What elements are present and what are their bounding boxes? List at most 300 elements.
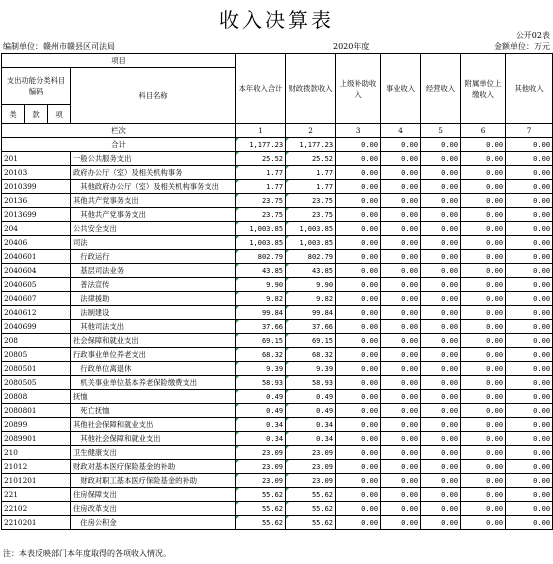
footnote: 注：本表反映部门本年度取得的各项收入情况。 — [3, 549, 171, 558]
amount-cell: 0.00 — [461, 264, 506, 278]
total-label: 合计 — [2, 138, 236, 152]
fiscal-year: 2020年度 — [333, 42, 370, 51]
amount-cell: 0.00 — [461, 474, 506, 488]
amount-cell: 0.00 — [506, 292, 553, 306]
amount-cell: 0.00 — [461, 236, 506, 250]
amount-cell: 9.39 — [286, 362, 336, 376]
amount-cell: 68.32 — [236, 348, 286, 362]
function-code: 20406 — [2, 236, 71, 250]
function-code: 2040607 — [2, 292, 71, 306]
amount-cell: 0.00 — [381, 152, 421, 166]
amount-cell: 0.00 — [461, 376, 506, 390]
amount-cell: 0.49 — [286, 390, 336, 404]
currency-unit: 金额单位：万元 — [494, 42, 550, 51]
amount-cell: 0.00 — [381, 516, 421, 530]
amount-cell: 0.00 — [381, 166, 421, 180]
header-col-4: 事业收入 — [381, 54, 421, 124]
amount-cell: 0.00 — [381, 390, 421, 404]
table-row — [2, 250, 553, 264]
amount-cell: 0.00 — [421, 474, 461, 488]
amount-cell: 43.85 — [236, 264, 286, 278]
function-code: 20808 — [2, 390, 71, 404]
amount-cell: 0.00 — [421, 334, 461, 348]
subject-name: 死亡抚恤 — [71, 404, 236, 418]
table-row — [2, 306, 553, 320]
total-cell: 0.00 — [461, 138, 506, 152]
table-row — [2, 236, 553, 250]
function-code: 221 — [2, 488, 71, 502]
amount-cell: 0.00 — [506, 460, 553, 474]
col-number: 6 — [461, 124, 506, 138]
header-col-6: 附属单位上缴收入 — [461, 54, 506, 124]
amount-cell: 0.00 — [336, 404, 381, 418]
amount-cell: 0.00 — [421, 362, 461, 376]
amount-cell: 0.00 — [381, 474, 421, 488]
function-code: 2101201 — [2, 474, 71, 488]
amount-cell: 0.00 — [381, 488, 421, 502]
amount-cell: 1.77 — [286, 166, 336, 180]
function-code: 2210201 — [2, 516, 71, 530]
amount-cell: 0.00 — [461, 208, 506, 222]
amount-cell: 0.00 — [381, 180, 421, 194]
amount-cell: 0.00 — [336, 166, 381, 180]
amount-cell: 23.09 — [236, 446, 286, 460]
amount-cell: 0.00 — [506, 278, 553, 292]
subject-name: 住房改革支出 — [71, 502, 236, 516]
total-cell: 0.00 — [381, 138, 421, 152]
amount-cell: 25.52 — [236, 152, 286, 166]
amount-cell: 23.09 — [286, 474, 336, 488]
amount-cell: 1.77 — [236, 180, 286, 194]
amount-cell: 55.62 — [236, 516, 286, 530]
subject-name: 行政单位离退休 — [71, 362, 236, 376]
amount-cell: 1,003.85 — [286, 236, 336, 250]
table-row — [2, 278, 553, 292]
header-col-2: 财政拨款收入 — [286, 54, 336, 124]
subject-name: 住房保障支出 — [71, 488, 236, 502]
table-row — [2, 376, 553, 390]
amount-cell: 0.00 — [381, 236, 421, 250]
amount-cell: 802.79 — [286, 250, 336, 264]
amount-cell: 0.00 — [506, 236, 553, 250]
amount-cell: 0.00 — [506, 264, 553, 278]
header-col-7: 其他收入 — [506, 54, 553, 124]
header-col-5: 经营收入 — [421, 54, 461, 124]
table-row — [2, 488, 553, 502]
header-col-3: 上级补助收入 — [336, 54, 381, 124]
amount-cell: 802.79 — [236, 250, 286, 264]
amount-cell: 0.00 — [506, 180, 553, 194]
header-row-item — [2, 54, 553, 68]
amount-cell: 23.75 — [236, 208, 286, 222]
report-meta — [3, 41, 550, 52]
income-table — [1, 53, 553, 530]
amount-cell: 0.00 — [381, 194, 421, 208]
header-col-1: 本年收入合计 — [236, 54, 286, 124]
subject-name: 其他政府办公厅（室）及相关机构事务支出 — [71, 180, 236, 194]
subject-name: 政府办公厅（室）及相关机构事务 — [71, 166, 236, 180]
table-row — [2, 390, 553, 404]
amount-cell: 0.00 — [461, 488, 506, 502]
amount-cell: 0.49 — [236, 390, 286, 404]
total-cell: 0.00 — [336, 138, 381, 152]
amount-cell: 0.00 — [506, 208, 553, 222]
amount-cell: 1,003.85 — [286, 222, 336, 236]
amount-cell: 23.75 — [286, 208, 336, 222]
amount-cell: 0.00 — [421, 264, 461, 278]
amount-cell: 0.00 — [421, 306, 461, 320]
amount-cell: 9.82 — [286, 292, 336, 306]
amount-cell: 0.00 — [421, 488, 461, 502]
total-cell: 0.00 — [506, 138, 553, 152]
table-row — [2, 320, 553, 334]
subject-name: 社会保障和就业支出 — [71, 334, 236, 348]
amount-cell: 0.00 — [421, 152, 461, 166]
amount-cell: 0.00 — [336, 180, 381, 194]
amount-cell: 0.00 — [506, 166, 553, 180]
function-code: 201 — [2, 152, 71, 166]
amount-cell: 0.00 — [336, 390, 381, 404]
amount-cell: 0.00 — [336, 432, 381, 446]
amount-cell: 0.00 — [336, 320, 381, 334]
amount-cell: 0.00 — [336, 516, 381, 530]
subject-name: 机关事业单位基本养老保险缴费支出 — [71, 376, 236, 390]
amount-cell: 0.00 — [381, 376, 421, 390]
amount-cell: 0.00 — [461, 348, 506, 362]
amount-cell: 68.32 — [286, 348, 336, 362]
amount-cell: 0.00 — [381, 418, 421, 432]
table-row — [2, 516, 553, 530]
amount-cell: 0.00 — [421, 460, 461, 474]
amount-cell: 1.77 — [286, 180, 336, 194]
amount-cell: 0.00 — [381, 306, 421, 320]
subject-name: 公共安全支出 — [71, 222, 236, 236]
amount-cell: 37.66 — [236, 320, 286, 334]
subject-name: 一般公共服务支出 — [71, 152, 236, 166]
lanci-label: 栏次 — [2, 124, 236, 138]
amount-cell: 0.00 — [461, 390, 506, 404]
amount-cell: 0.34 — [236, 418, 286, 432]
function-code: 2040612 — [2, 306, 71, 320]
function-code: 2013699 — [2, 208, 71, 222]
amount-cell: 0.00 — [381, 278, 421, 292]
subject-name: 卫生健康支出 — [71, 446, 236, 460]
amount-cell: 23.09 — [286, 446, 336, 460]
col-number: 5 — [421, 124, 461, 138]
amount-cell: 0.00 — [336, 292, 381, 306]
amount-cell: 0.00 — [506, 418, 553, 432]
amount-cell: 0.00 — [506, 194, 553, 208]
amount-cell: 0.00 — [506, 152, 553, 166]
amount-cell: 0.00 — [381, 460, 421, 474]
subject-name: 财政对职工基本医疗保险基金的补助 — [71, 474, 236, 488]
amount-cell: 0.00 — [506, 502, 553, 516]
total-cell: 1,177.23 — [286, 138, 336, 152]
amount-cell: 0.00 — [506, 306, 553, 320]
amount-cell: 0.00 — [336, 278, 381, 292]
amount-cell: 69.15 — [286, 334, 336, 348]
table-row — [2, 348, 553, 362]
amount-cell: 0.00 — [506, 334, 553, 348]
function-code: 2040604 — [2, 264, 71, 278]
amount-cell: 0.00 — [421, 502, 461, 516]
header-subject: 科目名称 — [71, 68, 236, 124]
function-code: 20136 — [2, 194, 71, 208]
page-title: 收入决算表 — [219, 8, 334, 32]
amount-cell: 0.00 — [461, 292, 506, 306]
form-number: 公开02表 — [515, 31, 550, 40]
amount-cell: 9.82 — [236, 292, 286, 306]
table-row — [2, 292, 553, 306]
table-row — [2, 208, 553, 222]
function-code: 22102 — [2, 502, 71, 516]
function-code: 2010399 — [2, 180, 71, 194]
function-code: 20805 — [2, 348, 71, 362]
subject-name: 法制建设 — [71, 306, 236, 320]
amount-cell: 0.49 — [236, 404, 286, 418]
amount-cell: 23.09 — [286, 460, 336, 474]
table-row — [2, 194, 553, 208]
table-row — [2, 474, 553, 488]
subject-name: 行政事业单位养老支出 — [71, 348, 236, 362]
col-number: 4 — [381, 124, 421, 138]
amount-cell: 0.00 — [506, 348, 553, 362]
amount-cell: 0.00 — [421, 348, 461, 362]
amount-cell: 0.00 — [381, 264, 421, 278]
amount-cell: 0.00 — [506, 390, 553, 404]
amount-cell: 0.00 — [421, 194, 461, 208]
function-code: 2080505 — [2, 376, 71, 390]
amount-cell: 99.84 — [236, 306, 286, 320]
header-code-group: 支出功能分类科目编码 — [2, 68, 71, 105]
amount-cell: 0.00 — [381, 334, 421, 348]
amount-cell: 0.00 — [461, 334, 506, 348]
amount-cell: 0.00 — [461, 222, 506, 236]
amount-cell: 0.00 — [421, 180, 461, 194]
header-lei: 类 — [2, 105, 25, 124]
amount-cell: 0.00 — [461, 446, 506, 460]
header-item: 项目 — [2, 54, 236, 68]
function-code: 204 — [2, 222, 71, 236]
amount-cell: 0.00 — [506, 222, 553, 236]
amount-cell: 0.00 — [381, 320, 421, 334]
subject-name: 普法宣传 — [71, 278, 236, 292]
amount-cell: 0.49 — [286, 404, 336, 418]
amount-cell: 9.39 — [236, 362, 286, 376]
total-cell: 0.00 — [421, 138, 461, 152]
amount-cell: 0.00 — [381, 222, 421, 236]
amount-cell: 0.00 — [336, 348, 381, 362]
amount-cell: 25.52 — [286, 152, 336, 166]
col-number: 3 — [336, 124, 381, 138]
amount-cell: 0.00 — [421, 376, 461, 390]
amount-cell: 0.00 — [336, 250, 381, 264]
amount-cell: 55.62 — [286, 488, 336, 502]
table-row — [2, 222, 553, 236]
amount-cell: 69.15 — [236, 334, 286, 348]
amount-cell: 0.00 — [461, 460, 506, 474]
amount-cell: 0.00 — [506, 250, 553, 264]
amount-cell: 0.00 — [336, 446, 381, 460]
subject-name: 法律援助 — [71, 292, 236, 306]
amount-cell: 0.00 — [421, 446, 461, 460]
subject-name: 其他社会保障和就业支出 — [71, 418, 236, 432]
amount-cell: 0.00 — [506, 488, 553, 502]
amount-cell: 9.90 — [236, 278, 286, 292]
amount-cell: 1,003.85 — [236, 236, 286, 250]
table-row — [2, 264, 553, 278]
amount-cell: 0.00 — [461, 278, 506, 292]
amount-cell: 0.00 — [461, 306, 506, 320]
amount-cell: 0.00 — [421, 404, 461, 418]
amount-cell: 0.00 — [421, 208, 461, 222]
amount-cell: 0.00 — [506, 404, 553, 418]
amount-cell: 0.00 — [506, 474, 553, 488]
subject-name: 其他社会保障和就业支出 — [71, 432, 236, 446]
amount-cell: 0.00 — [336, 502, 381, 516]
amount-cell: 0.00 — [421, 222, 461, 236]
function-code: 21012 — [2, 460, 71, 474]
amount-cell: 37.66 — [286, 320, 336, 334]
amount-cell: 58.93 — [236, 376, 286, 390]
total-row — [2, 138, 553, 152]
amount-cell: 0.00 — [461, 432, 506, 446]
amount-cell: 0.00 — [461, 166, 506, 180]
function-code: 2040605 — [2, 278, 71, 292]
amount-cell: 0.00 — [381, 404, 421, 418]
table-row — [2, 404, 553, 418]
amount-cell: 0.00 — [336, 264, 381, 278]
amount-cell: 23.09 — [236, 474, 286, 488]
amount-cell: 0.00 — [336, 474, 381, 488]
amount-cell: 0.00 — [461, 250, 506, 264]
amount-cell: 23.09 — [236, 460, 286, 474]
amount-cell: 0.00 — [381, 446, 421, 460]
amount-cell: 55.62 — [236, 502, 286, 516]
amount-cell: 0.00 — [461, 516, 506, 530]
table-row — [2, 334, 553, 348]
amount-cell: 0.00 — [421, 320, 461, 334]
amount-cell: 0.00 — [336, 194, 381, 208]
subject-name: 基层司法业务 — [71, 264, 236, 278]
col-number: 1 — [236, 124, 286, 138]
subject-name: 行政运行 — [71, 250, 236, 264]
amount-cell: 23.75 — [286, 194, 336, 208]
amount-cell: 0.00 — [336, 418, 381, 432]
subject-name: 住房公积金 — [71, 516, 236, 530]
total-cell: 1,177.23 — [236, 138, 286, 152]
subject-name: 其他司法支出 — [71, 320, 236, 334]
amount-cell: 0.00 — [461, 152, 506, 166]
table-row — [2, 502, 553, 516]
table-row — [2, 460, 553, 474]
table-row — [2, 362, 553, 376]
table-row — [2, 180, 553, 194]
amount-cell: 0.00 — [421, 278, 461, 292]
amount-cell: 0.00 — [336, 236, 381, 250]
table-row — [2, 432, 553, 446]
amount-cell: 0.00 — [381, 208, 421, 222]
function-code: 2040601 — [2, 250, 71, 264]
amount-cell: 0.00 — [461, 404, 506, 418]
function-code: 2040699 — [2, 320, 71, 334]
function-code: 2089901 — [2, 432, 71, 446]
amount-cell: 0.00 — [461, 194, 506, 208]
col-number: 7 — [506, 124, 553, 138]
amount-cell: 0.00 — [421, 432, 461, 446]
amount-cell: 99.84 — [286, 306, 336, 320]
function-code: 20103 — [2, 166, 71, 180]
function-code: 2080801 — [2, 404, 71, 418]
amount-cell: 0.00 — [336, 334, 381, 348]
amount-cell: 0.00 — [381, 502, 421, 516]
amount-cell: 0.34 — [286, 432, 336, 446]
table-row — [2, 166, 553, 180]
amount-cell: 43.85 — [286, 264, 336, 278]
amount-cell: 0.00 — [421, 236, 461, 250]
amount-cell: 0.00 — [381, 432, 421, 446]
amount-cell: 0.00 — [336, 362, 381, 376]
amount-cell: 0.00 — [336, 208, 381, 222]
amount-cell: 0.00 — [421, 250, 461, 264]
amount-cell: 58.93 — [286, 376, 336, 390]
amount-cell: 0.00 — [506, 432, 553, 446]
amount-cell: 9.90 — [286, 278, 336, 292]
amount-cell: 0.00 — [381, 348, 421, 362]
amount-cell: 0.00 — [506, 362, 553, 376]
amount-cell: 55.62 — [286, 516, 336, 530]
amount-cell: 0.00 — [381, 362, 421, 376]
amount-cell: 1,003.85 — [236, 222, 286, 236]
amount-cell: 0.00 — [461, 418, 506, 432]
amount-cell: 0.00 — [336, 152, 381, 166]
function-code: 20899 — [2, 418, 71, 432]
subject-name: 财政对基本医疗保险基金的补助 — [71, 460, 236, 474]
amount-cell: 0.00 — [461, 362, 506, 376]
col-number: 2 — [286, 124, 336, 138]
amount-cell: 0.00 — [461, 502, 506, 516]
subject-name: 抚恤 — [71, 390, 236, 404]
function-code: 2080501 — [2, 362, 71, 376]
amount-cell: 0.00 — [421, 418, 461, 432]
amount-cell: 0.00 — [506, 376, 553, 390]
amount-cell: 55.62 — [236, 488, 286, 502]
amount-cell: 0.34 — [286, 418, 336, 432]
amount-cell: 0.00 — [336, 222, 381, 236]
column-number-row — [2, 124, 553, 138]
amount-cell: 0.00 — [381, 250, 421, 264]
amount-cell: 0.00 — [461, 180, 506, 194]
function-code: 210 — [2, 446, 71, 460]
amount-cell: 1.77 — [236, 166, 286, 180]
amount-cell: 0.00 — [421, 292, 461, 306]
subject-name: 其他共产党事务支出 — [71, 208, 236, 222]
table-row — [2, 446, 553, 460]
amount-cell: 0.00 — [336, 306, 381, 320]
amount-cell: 0.00 — [336, 460, 381, 474]
amount-cell: 23.75 — [236, 194, 286, 208]
header-xiang: 项 — [48, 105, 71, 124]
amount-cell: 0.00 — [336, 376, 381, 390]
table-row — [2, 152, 553, 166]
amount-cell: 0.00 — [506, 320, 553, 334]
amount-cell: 0.00 — [506, 516, 553, 530]
header-kuan: 款 — [25, 105, 48, 124]
compiling-unit: 编制单位：赣州市赣县区司法局 — [3, 42, 115, 51]
amount-cell: 0.00 — [421, 516, 461, 530]
table-row — [2, 418, 553, 432]
function-code: 208 — [2, 334, 71, 348]
